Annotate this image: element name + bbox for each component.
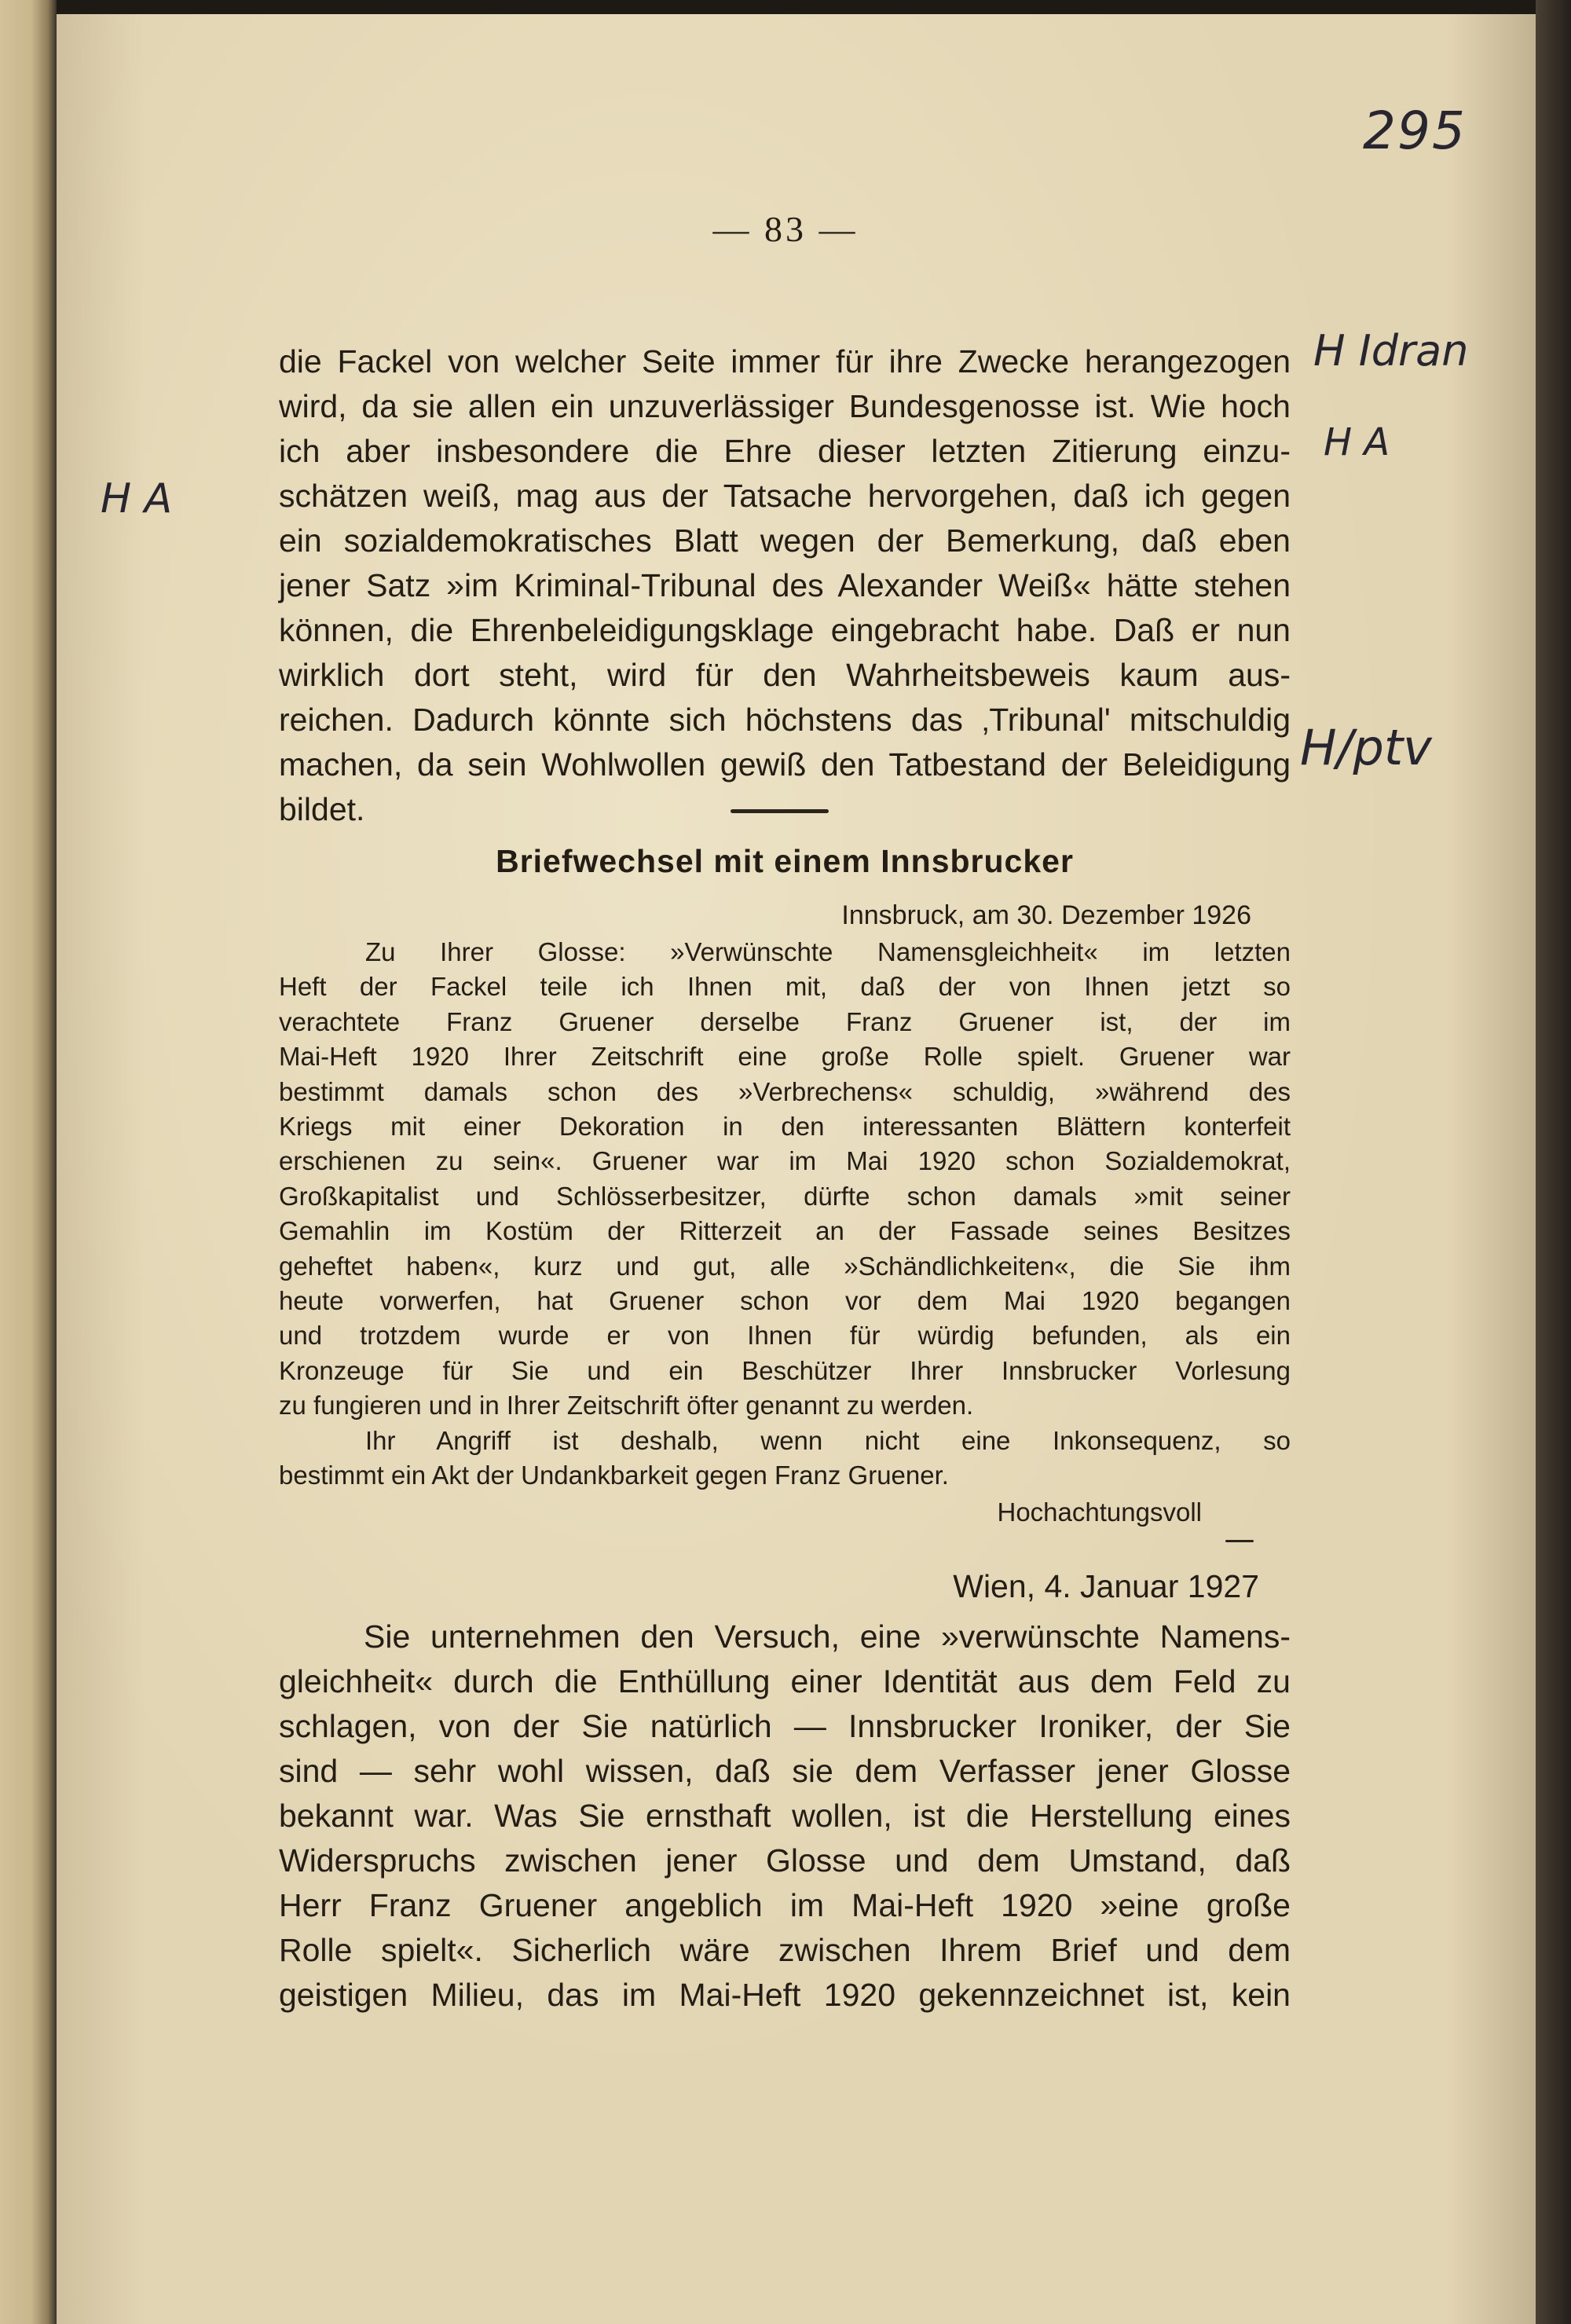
- letter-body: [279, 935, 1291, 1494]
- text-line: können, die Ehrenbeleidigungsklage eingebracht habe. Daß er nun: [279, 612, 1291, 648]
- page-number: — 83 —: [712, 209, 859, 249]
- text-line: bestimmt damals schon des »Verbrechens« schuldig, »während des: [279, 1076, 1291, 1106]
- handwritten-margin-note-right-1: H Idran: [1313, 326, 1469, 376]
- scan-border-right: [1536, 0, 1571, 2324]
- text-line: ich aber insbesondere die Ehre dieser letzten Zitierung einzu-: [279, 433, 1291, 469]
- text-line: ein sozialdemokratisches Blatt wegen der Bemerkung, daß eben: [279, 522, 1291, 559]
- text-line: Ihr Angriff ist deshalb, wenn nicht eine Inkonsequenz, so: [365, 1425, 1291, 1455]
- closing-dash: [1225, 1540, 1254, 1542]
- text-line: Widerspruchs zwischen jener Glosse und dem Umstand, daß: [279, 1842, 1291, 1879]
- text-line: Heft der Fackel teile ich Ihnen mit, daß der von Ihnen jetzt so: [279, 972, 1291, 1002]
- text-line: verachtete Franz Gruener derselbe Franz Gruener ist, der im: [279, 1006, 1291, 1036]
- text-line: sind — sehr wohl wissen, daß sie dem Verfasser jener Glosse: [279, 1753, 1291, 1789]
- section-heading: Briefwechsel mit einem Innsbrucker: [496, 843, 1074, 879]
- book-gutter: [0, 0, 57, 2324]
- text-line: schätzen weiß, mag aus der Tatsache hervorgehen, daß ich gegen: [279, 478, 1291, 514]
- reply-body: [279, 1615, 1291, 2018]
- text-line: Großkapitalist und Schlösserbesitzer, dürfte schon damals »mit seiner: [279, 1181, 1291, 1211]
- text-line: schlagen, von der Sie natürlich — Innsbrucker Ironiker, der Sie: [279, 1708, 1291, 1744]
- handwritten-margin-note-right-2: H A: [1324, 420, 1390, 464]
- text-line: bildet.: [279, 791, 365, 827]
- opening-paragraph: [279, 339, 1291, 832]
- text-line: bekannt war. Was Sie ernsthaft wollen, ist die Herstellung eines: [279, 1798, 1291, 1834]
- text-line: Kriegs mit einer Dekoration in den interessanten Blättern konterfeit: [279, 1112, 1291, 1142]
- text-line: wirklich dort steht, wird für den Wahrheitsbeweis kaum aus-: [279, 657, 1291, 693]
- text-line: geistigen Milieu, das im Mai-Heft 1920 gekennzeichnet ist, kein: [279, 1977, 1291, 2013]
- text-line: machen, da sein Wohlwollen gewiß den Tatbestand der Beleidigung: [279, 746, 1291, 783]
- text-line: Gemahlin im Kostüm der Ritterzeit an der Fassade seines Besitzes: [279, 1216, 1291, 1246]
- text-line: Sie unternehmen den Versuch, eine »verwünschte Namens-: [364, 1618, 1291, 1655]
- letter-dateline: Innsbruck, am 30. Dezember 1926: [841, 900, 1251, 930]
- text-line: bestimmt ein Akt der Undankbarkeit gegen Franz Gruener.: [279, 1461, 949, 1490]
- text-line: zu fungieren und in Ihrer Zeitschrift öfter genannt zu werden.: [279, 1391, 974, 1420]
- text-line: gleichheit« durch die Enthüllung einer Identität aus dem Feld zu: [279, 1663, 1291, 1699]
- text-line: jener Satz »im Kriminal-Tribunal des Alexander Weiß« hätte stehen: [279, 567, 1291, 603]
- reply-dateline: Wien, 4. Januar 1927: [953, 1568, 1259, 1604]
- text-line: Zu Ihrer Glosse: »Verwünschte Namensgleichheit« im letzten: [365, 937, 1291, 966]
- handwritten-margin-note-left: H A: [101, 475, 173, 522]
- text-line: heute vorwerfen, hat Gruener schon vor dem Mai 1920 begangen: [279, 1286, 1291, 1316]
- text-line: Kronzeuge für Sie und ein Beschützer Ihrer Innsbrucker Vorlesung: [279, 1355, 1291, 1385]
- text-line: Herr Franz Gruener angeblich im Mai-Heft 1920 »eine große: [279, 1887, 1291, 1923]
- text-line: Mai-Heft 1920 Ihrer Zeitschrift eine große Rolle spielt. Gruener war: [279, 1042, 1291, 1072]
- text-line: Rolle spielt«. Sicherlich wäre zwischen Ihrem Brief und dem: [279, 1932, 1291, 1968]
- text-line: und trotzdem wurde er von Ihnen für würdig befunden, als ein: [279, 1321, 1291, 1351]
- handwritten-margin-note-right-3: H/ptv: [1300, 719, 1432, 776]
- text-line: erschienen zu sein«. Gruener war im Mai 1920 schon Sozialdemokrat,: [279, 1146, 1291, 1176]
- letter-closing: Hochachtungsvoll: [997, 1497, 1202, 1527]
- handwritten-folio-number: 295: [1363, 101, 1467, 161]
- text-line: die Fackel von welcher Seite immer für ihre Zwecke herangezogen: [279, 343, 1291, 379]
- text-line: geheftet haben«, kurz und gut, alle »Schändlichkeiten«, die Sie ihm: [279, 1251, 1291, 1281]
- text-line: reichen. Dadurch könnte sich höchstens das ‚Tribunal' mitschuldig: [279, 702, 1291, 738]
- scan-border-top: [0, 0, 1571, 14]
- text-line: wird, da sie allen ein unzuverlässiger Bundesgenosse ist. Wie hoch: [279, 388, 1291, 424]
- section-divider: [731, 809, 829, 813]
